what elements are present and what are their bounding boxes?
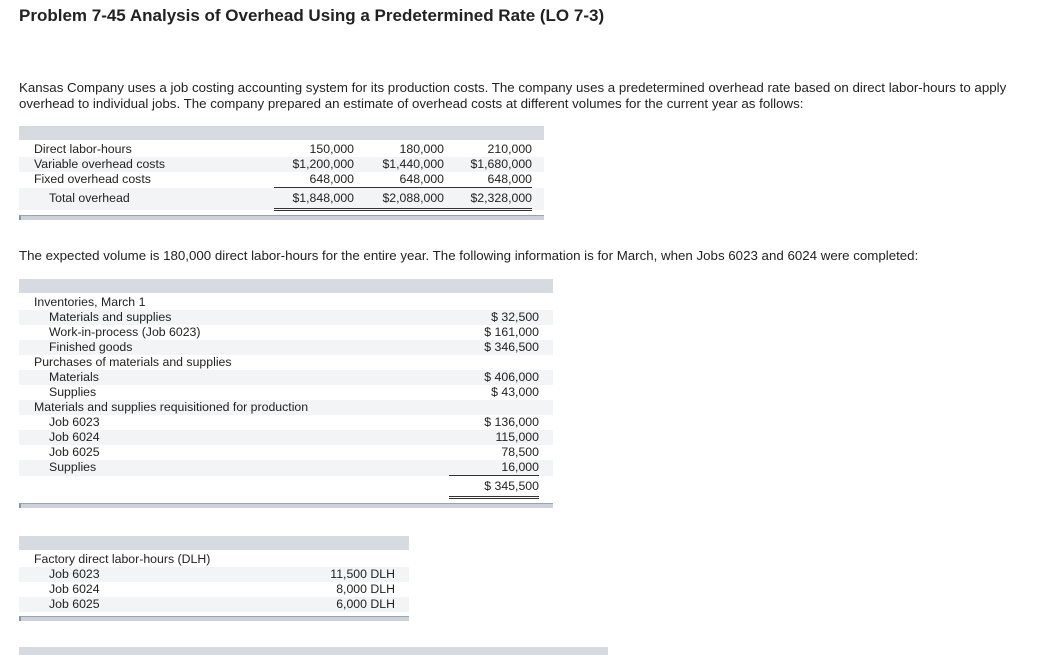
- row-label: Direct labor-hours: [34, 142, 132, 156]
- cell-value: 8,000 DLH: [336, 582, 395, 596]
- row-label: Total overhead: [19, 188, 274, 210]
- table-footer-bar: [19, 215, 544, 220]
- middle-paragraph: The expected volume is 180,000 direct labor-hours for the entire year. The following information is for March, when Jobs 6023 and 6024 were completed:: [19, 248, 919, 263]
- cell-value: $1,680,000: [444, 157, 532, 172]
- row-label: Fixed overhead costs: [34, 172, 151, 187]
- table-row: [19, 325, 553, 340]
- row-label: Job 6025: [49, 445, 100, 459]
- cell-value: $2,328,000: [444, 188, 532, 210]
- table-row: [19, 310, 553, 325]
- section-header: Materials and supplies requisitioned for production: [19, 400, 449, 415]
- cell-value: 648,000: [274, 172, 354, 188]
- table-row: [19, 295, 553, 310]
- row-label: Materials: [19, 370, 449, 385]
- row-label: Materials and supplies: [19, 310, 449, 325]
- dlh-table: [19, 536, 409, 621]
- next-table-header-bar: [19, 647, 608, 655]
- total-value: $ 345,500: [449, 476, 539, 498]
- cell-value: $ 346,500: [449, 340, 539, 355]
- cell-value: 180,000: [399, 142, 444, 156]
- table-row: [19, 385, 553, 400]
- cell-value: 150,000: [309, 142, 354, 156]
- cell-value: 11,500 DLH: [319, 567, 395, 582]
- row-label: Supplies: [19, 460, 449, 476]
- table-header-bar: [19, 536, 409, 550]
- row-label: Variable overhead costs: [19, 157, 274, 172]
- cell-value: $1,440,000: [354, 157, 444, 172]
- section-header: Inventories, March 1: [34, 295, 146, 309]
- table-row: [19, 567, 409, 582]
- table-row: [19, 355, 553, 370]
- cell-value: $ 406,000: [449, 370, 539, 385]
- intro-paragraph: Kansas Company uses a job costing accounting system for its production costs. The company uses a predetermined overhead rate based on direct labor-hours to apply overhead to individual jobs. The company prepared an estimate of overhead costs at different volumes for the current year as follows:: [19, 80, 1007, 111]
- row-label: Supplies: [49, 385, 97, 399]
- table-row: [19, 445, 553, 460]
- cell-value: $ 161,000: [484, 325, 539, 339]
- cell-value: 115,000: [449, 430, 539, 445]
- table-row: [19, 597, 409, 612]
- row-label: Finished goods: [19, 340, 449, 355]
- cell-value: $ 32,500: [449, 310, 539, 325]
- table-row: [19, 460, 553, 476]
- page-title: Problem 7-45 Analysis of Overhead Using a Predetermined Rate (LO 7-3): [19, 6, 605, 25]
- row-label: Job 6024: [49, 582, 100, 596]
- cell-value: 6,000 DLH: [319, 597, 395, 612]
- cell-value: $1,848,000: [274, 188, 354, 210]
- table-row: [19, 476, 553, 498]
- table-row: [19, 172, 544, 188]
- row-label: Work-in-process (Job 6023): [49, 325, 201, 339]
- table-row: [19, 370, 553, 385]
- cell-value: 648,000: [354, 172, 444, 188]
- table-row: [19, 157, 544, 172]
- table-row: [19, 430, 553, 445]
- section-header: Purchases of materials and supplies: [34, 355, 232, 369]
- cell-value: $ 43,000: [491, 385, 539, 399]
- cell-value: 210,000: [487, 142, 532, 156]
- march-info-table: [19, 279, 553, 508]
- row-label: Job 6023: [19, 567, 319, 582]
- row-label: Job 6025: [19, 597, 319, 612]
- overhead-estimate-table: [19, 126, 544, 220]
- table-row: [19, 582, 409, 597]
- table-row: [19, 188, 544, 210]
- table-row: [19, 552, 409, 567]
- cell-value: $2,088,000: [354, 188, 444, 210]
- cell-value: 78,500: [501, 445, 539, 459]
- cell-value: 648,000: [444, 172, 532, 188]
- row-label: Job 6024: [19, 430, 449, 445]
- table-footer-bar: [19, 616, 409, 621]
- section-header: Factory direct labor-hours (DLH): [34, 552, 211, 566]
- table-header-bar: [19, 126, 544, 140]
- table-row: [19, 142, 544, 157]
- cell-value: 16,000: [449, 460, 539, 476]
- cell-value: $ 136,000: [484, 415, 539, 429]
- table-header-bar: [19, 279, 553, 293]
- table-row: [19, 415, 553, 430]
- cell-value: $1,200,000: [274, 157, 354, 172]
- table-footer-bar: [19, 503, 553, 508]
- row-label: Job 6023: [49, 415, 100, 429]
- table-row: [19, 400, 553, 415]
- table-row: [19, 340, 553, 355]
